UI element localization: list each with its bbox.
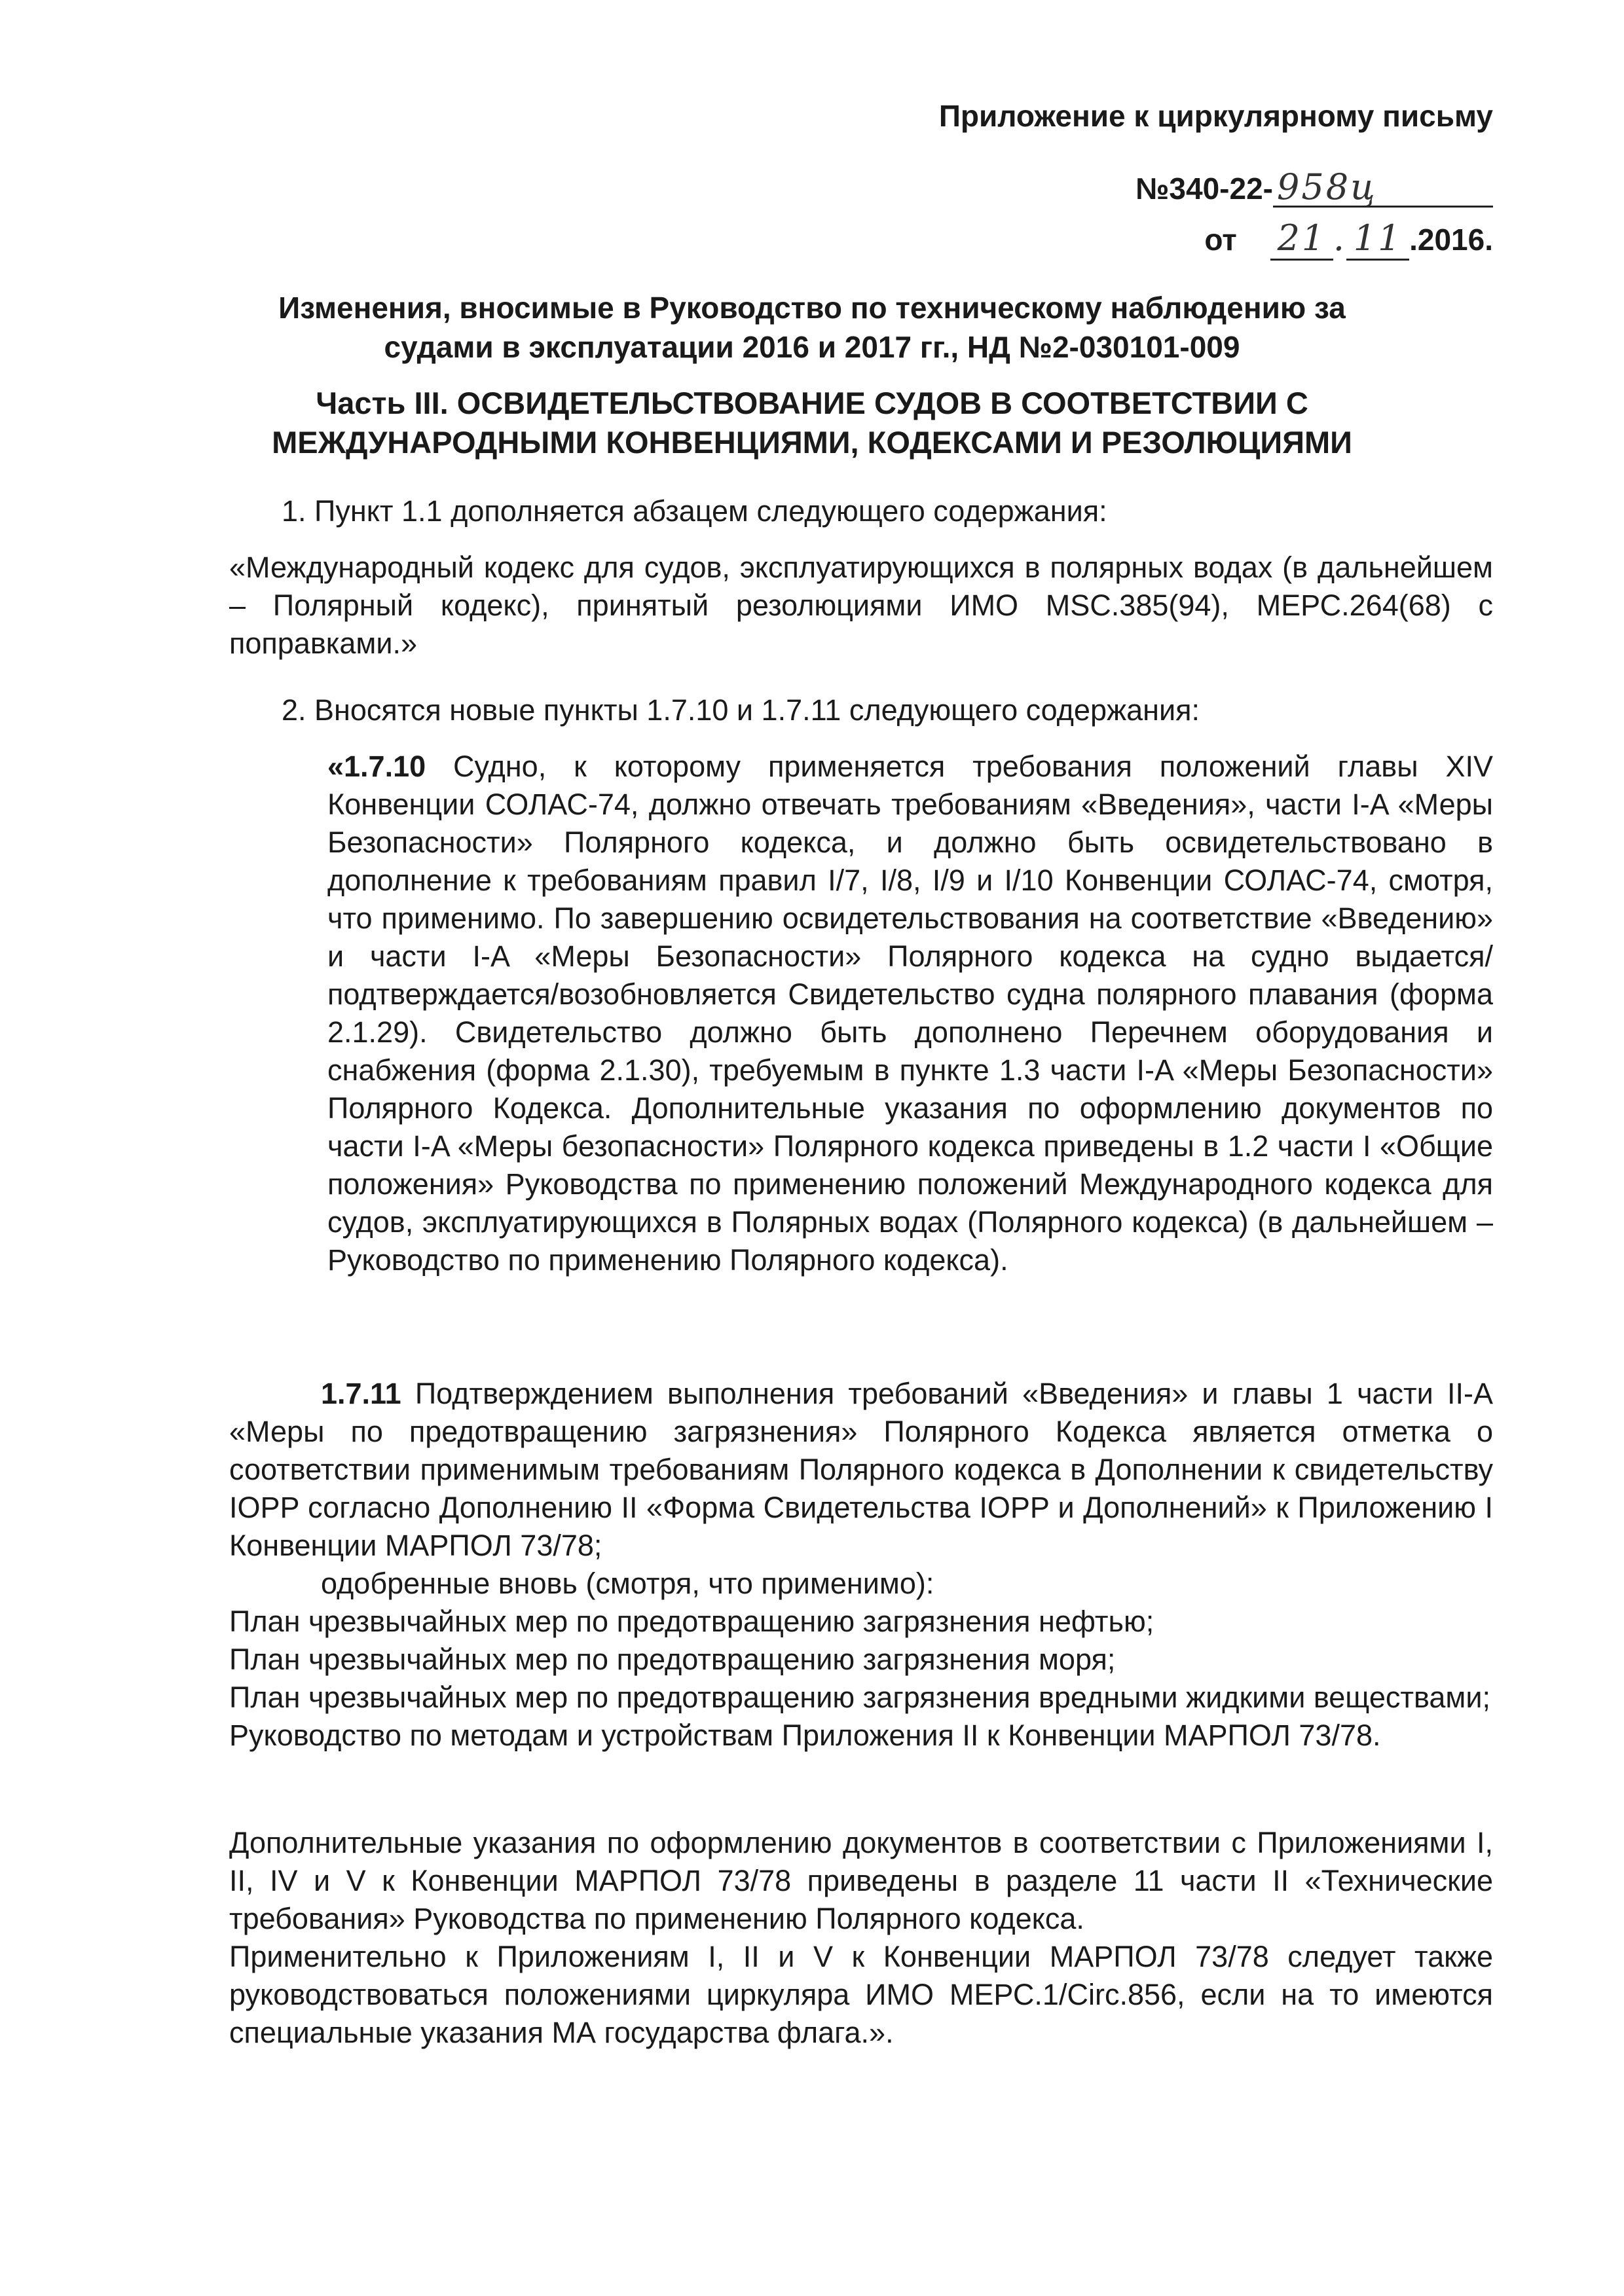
approved-list-item: План чрезвычайных мер по предотвращению загрязнения моря;	[229, 1643, 1116, 1676]
approved-intro: одобренные вновь (смотря, что применимо):	[321, 1567, 934, 1600]
additional-note-1: Дополнительные указания по оформлению документов в соответствии с Приложениями I, II, IV и V к Конвенции МАРПОЛ 73/78 приведены в разделе 11 части II «Технические требования» Руководства по применению Полярного кодекса.	[229, 1826, 1493, 1935]
additional-notes	[229, 1824, 1493, 2052]
paragraph-1-7-11	[229, 1375, 1493, 1755]
part-title: Часть III. ОСВИДЕТЕЛЬСТВОВАНИЕ СУДОВ В СООТВЕТСТВИИ С МЕЖДУНАРОДНЫМИ КОНВЕНЦИЯМИ, КОДЕКСАМИ И РЕЗОЛЮЦИЯМИ	[272, 386, 1352, 460]
approved-list-item: План чрезвычайных мер по предотвращению загрязнения нефтью;	[229, 1605, 1154, 1638]
paragraph-1-7-10-label: «1.7.10	[327, 750, 426, 783]
date-day-handwritten: 21	[1270, 217, 1333, 261]
item-1	[229, 492, 1493, 530]
date-year: .2016.	[1409, 223, 1493, 257]
document-title: Изменения, вносимые в Руководство по техническому наблюдению за судами в эксплуатации 2016 и 2017 гг., НД №2-030101-009	[278, 291, 1346, 364]
item-2-text: 2. Вносятся новые пункты 1.7.10 и 1.7.11 следующего содержания:	[282, 693, 1200, 727]
date-prefix: от	[1204, 223, 1237, 257]
approved-list-item: Руководство по методам и устройствам Приложения II к Конвенции МАРПОЛ 73/78.	[229, 1719, 1381, 1752]
item-2	[229, 691, 1493, 729]
item-1-quote	[229, 549, 1493, 663]
additional-note-2: Применительно к Приложениям I, II и V к Конвенции МАРПОЛ 73/78 следует также руководствоваться положениями циркуляра ИМО МЕРС.1/Circ.856, если на то имеются специальные указания МА государства флага.».	[229, 1940, 1493, 2049]
letter-number-handwritten: 958ц	[1273, 169, 1493, 208]
item-1-quote-text: «Международный кодекс для судов, эксплуатирующихся в полярных водах (в дальнейшем – Полярный кодекс), принятый резолюциями ИМО MSC.385(94), МЕРС.264(68) с поправками.»	[229, 551, 1493, 660]
approved-list-item: План чрезвычайных мер по предотвращению загрязнения вредными жидкими веществами;	[229, 1681, 1490, 1714]
letter-number	[1135, 166, 1493, 208]
paragraph-1-7-11-text: Подтверждением выполнения требований «Введения» и главы 1 части II-A «Меры по предотвращению загрязнения» Полярного Кодекса является отметка о соответствии применимым требованиям Полярного кодекса в Дополнении к свидетельству IOPP согласно Дополнению II «Форма Свидетельства IOPP и Дополнений» к Приложению I Конвенции МАРПОЛ 73/78;	[229, 1377, 1493, 1562]
item-1-text: 1. Пункт 1.1 дополняется абзацем следующего содержания:	[282, 494, 1107, 528]
paragraph-1-7-11-label: 1.7.11	[321, 1377, 401, 1410]
date-month-handwritten: 11	[1346, 217, 1409, 261]
letter-number-prefix: №340-22-	[1135, 172, 1273, 206]
paragraph-1-7-10-text: Судно, к которому применяется требования положений главы XIV Конвенции СОЛАС-74, должно отвечать требованиям «Введения», части I-A «Меры Безопасности» Полярного кодекса, и должно быть освидетельствовано в дополнение к требованиям правил I/7, I/8, I/9 и I/10 Конвенции СОЛАС-74, смотря, что применимо. По завершению освидетельствования на соответствие «Введению» и части I-A «Меры Безопасности» Полярного кодекса на судно выдается/подтверждается/возобновляется Свидетельство судна полярного плавания (форма 2.1.29). Свидетельство должно быть дополнено Перечнем оборудования и снабжения (форма 2.1.30), требуемым в пункте 1.3 части I-A «Меры Безопасности» Полярного Кодекса. Дополнительные указания по оформлению документов по части I-A «Меры безопасности» Полярного кодекса приведены в 1.2 части I «Общие положения» Руководства по применению положений Международного кодекса для судов, эксплуатирующихся в Полярных водах (Полярного кодекса) (в дальнейшем – Руководство по применению Полярного кодекса).	[327, 750, 1493, 1277]
letter-date: от 21 . 11 .2016.	[1204, 217, 1493, 261]
attachment-title: Приложение к циркулярному письму	[938, 99, 1493, 133]
paragraph-1-7-10	[327, 748, 1493, 1279]
